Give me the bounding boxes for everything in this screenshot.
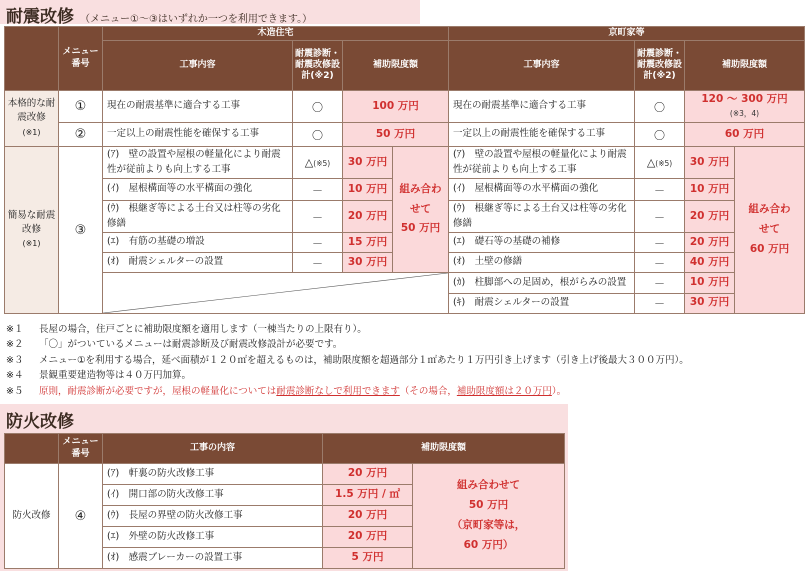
kyo-simple-mark: － <box>635 273 685 294</box>
kyo-simple-mark: △(※5) <box>635 147 685 179</box>
kyo-work-2: 一定以上の耐震性能を確保する工事 <box>449 123 635 147</box>
kyo-simple-mark: － <box>635 201 685 233</box>
fire-work: (ｱ) 軒裏の防火改修工事 <box>103 464 323 485</box>
wood-simple-mark: － <box>293 201 343 233</box>
fire-work: (ｴ) 外壁の防火改修工事 <box>103 527 323 548</box>
kyo-simple-mark: － <box>635 179 685 201</box>
kyo-work-1: 現在の耐震基準に適合する工事 <box>449 91 635 123</box>
wood-simple-work: (ｴ) 有筋の基礎の増設 <box>103 233 293 253</box>
menu-2: ② <box>59 123 103 147</box>
kyo-simple-mark: － <box>635 253 685 273</box>
col-kyo-diag: 耐震診断・耐震改修設計(※2) <box>635 41 685 91</box>
note-line: ※４ 景観重要建造物等は４０万円加算。 <box>6 370 192 382</box>
fire-combo-amount: 組み合わせて 50 万円 （京町家等は， 60 万円） <box>413 464 565 569</box>
cat-full-retrofit: 本格的な耐震改修 (※1) <box>5 91 59 147</box>
fire-amount: 5 万円 <box>323 548 413 569</box>
wood-mark-2: 〇 <box>293 123 343 147</box>
wood-simple-work: (ｲ) 屋根構面等の水平構面の強化 <box>103 179 293 201</box>
kyo-simple-work: (ｷ) 耐震シェルターの設置 <box>449 293 635 314</box>
menu-4: ④ <box>59 464 103 569</box>
fire-amount: 20 万円 <box>323 464 413 485</box>
kyo-simple-amount: 40 万円 <box>685 253 735 273</box>
fire-col-limit: 補助限度額 <box>323 434 565 464</box>
col-wood: 木造住宅 <box>103 27 449 41</box>
col-kyo-limit: 補助限度額 <box>685 41 805 91</box>
col-menu: メニュー番号 <box>59 27 103 91</box>
wood-simple-amount: 30 万円 <box>343 147 393 179</box>
col-kyomachi: 京町家等 <box>449 27 805 41</box>
wood-simple-amount: 20 万円 <box>343 201 393 233</box>
fire-work: (ｳ) 長屋の界壁の防火改修工事 <box>103 506 323 527</box>
fire-title: 防火改修 <box>6 412 74 432</box>
note-line: ※２ 「〇」がついているメニューは耐震診断及び耐震改修設計が必要です。 <box>6 339 343 351</box>
fire-amount: 20 万円 <box>323 527 413 548</box>
note-line: ※１ 長屋の場合，住戸ごとに補助限度額を適用します（一棟当たりの上限有り）。 <box>6 324 367 335</box>
seismic-title-note: （メニュー①～③はいずれか一つを利用できます。） <box>80 14 313 25</box>
wood-amount-2: 50 万円 <box>343 123 449 147</box>
corner-cell <box>5 27 59 91</box>
kyo-simple-amount: 10 万円 <box>685 273 735 294</box>
kyo-combo-amount: 組み合わ せて 60 万円 <box>735 147 805 314</box>
kyo-simple-amount: 30 万円 <box>685 147 735 179</box>
wood-simple-work: (ｳ) 根継ぎ等による土台又は柱等の劣化修繕 <box>103 201 293 233</box>
kyo-mark-2: 〇 <box>635 123 685 147</box>
seismic-title: 耐震改修 （メニュー①～③はいずれか一つを利用できます。） <box>6 7 313 27</box>
fire-col-menu: メニュー番号 <box>59 434 103 464</box>
wood-combo-amount: 組み合わ せて 50 万円 <box>393 147 449 273</box>
fire-work: (ｲ) 開口部の防火改修工事 <box>103 485 323 506</box>
kyo-mark-1: 〇 <box>635 91 685 123</box>
kyo-simple-work: (ｲ) 屋根構面等の水平構面の強化 <box>449 179 635 201</box>
kyo-simple-work: (ｳ) 根継ぎ等による土台又は柱等の劣化修繕 <box>449 201 635 233</box>
fire-amount: 1.5 万円 / ㎡ <box>323 485 413 506</box>
wood-simple-work: (ｵ) 耐震シェルターの設置 <box>103 253 293 273</box>
wood-empty-area <box>103 273 449 314</box>
diagonal-line <box>103 273 448 313</box>
seismic-table <box>4 26 805 314</box>
wood-work-1: 現在の耐震基準に適合する工事 <box>103 91 293 123</box>
wood-work-2: 一定以上の耐震性能を確保する工事 <box>103 123 293 147</box>
kyo-simple-mark: － <box>635 293 685 314</box>
kyo-amount-1: 120 ～ 300 万円 (※3，4) <box>685 91 805 123</box>
kyo-simple-amount: 20 万円 <box>685 233 735 253</box>
wood-simple-amount: 10 万円 <box>343 179 393 201</box>
col-wood-limit: 補助限度額 <box>343 41 449 91</box>
cat-simple-retrofit: 簡易な耐震改修 (※1) <box>5 147 59 314</box>
fire-amount: 20 万円 <box>323 506 413 527</box>
kyo-simple-work: (ｵ) 土壁の修繕 <box>449 253 635 273</box>
notes-block <box>6 322 689 399</box>
col-wood-diag: 耐震診断・耐震改修設計(※2) <box>293 41 343 91</box>
wood-simple-amount: 30 万円 <box>343 253 393 273</box>
fire-category: 防火改修 <box>5 464 59 569</box>
menu-3: ③ <box>59 147 103 314</box>
fire-col-work: 工事の内容 <box>103 434 323 464</box>
wood-simple-mark: － <box>293 253 343 273</box>
fire-table <box>4 433 565 569</box>
note-line: ※３ メニュー①を利用する場合，延べ面積が１２０㎡を超えるものは，補助限度額を超過部分１㎡あたり１万円引き上げます（引き上げ後最大３００万円）。 <box>6 354 689 366</box>
kyo-simple-amount: 30 万円 <box>685 293 735 314</box>
menu-1: ① <box>59 91 103 123</box>
fire-corner-cell <box>5 434 59 464</box>
fire-work: (ｵ) 感震ブレーカーの設置工事 <box>103 548 323 569</box>
kyo-simple-work: (ｱ) 壁の設置や屋根の軽量化により耐震性が従前よりも向上する工事 <box>449 147 635 179</box>
col-wood-work: 工事内容 <box>103 41 293 91</box>
kyo-simple-work: (ｶ) 柱脚部への足固め，根がらみの設置 <box>449 273 635 294</box>
kyo-simple-amount: 10 万円 <box>685 179 735 201</box>
kyo-amount-2: 60 万円 <box>685 123 805 147</box>
note-line-5: ※５ 原則，耐震診断が必要ですが，屋根の軽量化については耐震診断なしで利用できます（その場合，補助限度額は２０万円）。 <box>6 385 567 397</box>
wood-simple-mark: － <box>293 179 343 201</box>
kyo-simple-work: (ｴ) 礎石等の基礎の補修 <box>449 233 635 253</box>
kyo-simple-amount: 20 万円 <box>685 201 735 233</box>
wood-simple-mark: － <box>293 233 343 253</box>
col-kyo-work: 工事内容 <box>449 41 635 91</box>
wood-amount-1: 100 万円 <box>343 91 449 123</box>
wood-mark-1: 〇 <box>293 91 343 123</box>
wood-simple-amount: 15 万円 <box>343 233 393 253</box>
wood-simple-mark: △(※5) <box>293 147 343 179</box>
wood-simple-work: (ｱ) 壁の設置や屋根の軽量化により耐震性が従前よりも向上する工事 <box>103 147 293 179</box>
kyo-simple-mark: － <box>635 233 685 253</box>
